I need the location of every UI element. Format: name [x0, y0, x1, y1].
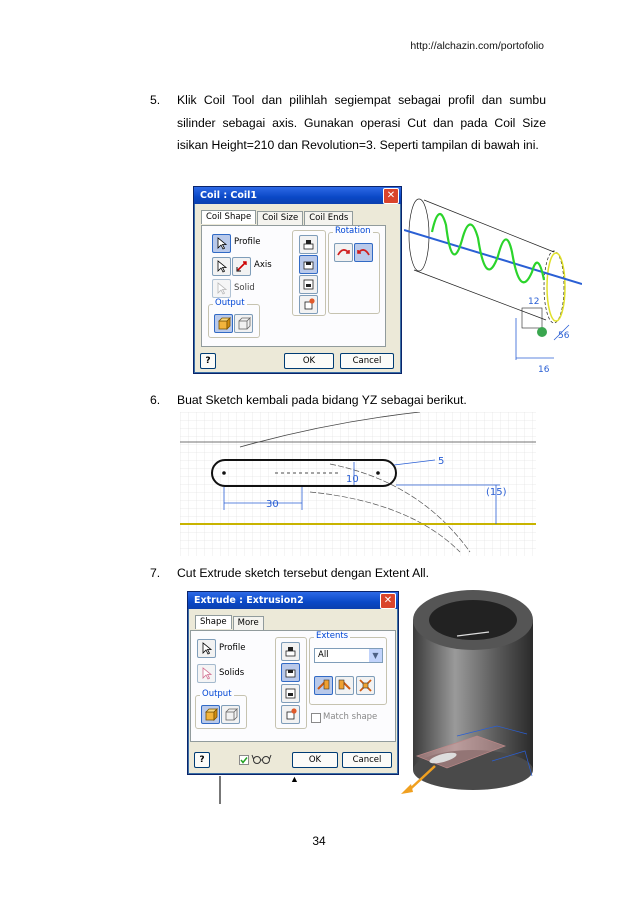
output-group [208, 298, 260, 338]
sketch-dim-5: 5 [438, 456, 445, 467]
extrude-dialog [187, 591, 399, 775]
cut-icon [282, 664, 299, 681]
coil-dim-12: 12 [528, 297, 540, 307]
join-icon [282, 643, 299, 660]
solids-select-button[interactable] [197, 664, 216, 683]
rotate-counterclockwise-icon [355, 244, 372, 261]
intersect-button[interactable] [299, 275, 318, 294]
close-button[interactable]: ✕ [380, 593, 396, 609]
sketch-dim-30: 30 [266, 499, 279, 510]
chevron-down-icon: ▼ [369, 649, 382, 662]
output-solid-button[interactable] [214, 314, 233, 333]
cursor-arrow-icon [213, 280, 230, 297]
output-group-title: Output [215, 298, 245, 308]
coil-dim-56: 56 [558, 331, 570, 341]
rotate-clockwise-icon [335, 244, 352, 261]
step-text: Cut Extrude sketch tersebut dengan Extent All. [177, 566, 430, 580]
cursor-arrow-icon [198, 640, 215, 657]
page-number: 34 [312, 834, 326, 848]
join-button[interactable] [281, 642, 300, 661]
join-button[interactable] [299, 235, 318, 254]
output-surface-button[interactable] [221, 705, 240, 724]
profile-label: Profile [219, 643, 246, 653]
step-text: Klik Coil Tool dan pilihlah segiempat sebagai profil dan sumbu silinder sebagai axis. Gunakan operasi Cut dan pada Coil Size isikan Height=210 dan Revolution=3. Seperti tampilan di bawah ini. [177, 93, 546, 152]
step-text: Buat Sketch kembali pada bidang YZ sebagai berikut. [177, 393, 467, 407]
extents-group [309, 631, 387, 705]
cut-icon [300, 256, 317, 273]
solids-label: Solids [219, 668, 245, 678]
axis-select-button[interactable] [212, 257, 231, 276]
dialog-titlebar [188, 592, 398, 609]
tab-coil-shape[interactable]: Coil Shape [201, 210, 256, 224]
surface-cube-icon [222, 706, 239, 723]
new-solid-icon [300, 296, 317, 313]
cursor-arrow-icon [198, 665, 215, 682]
tab-coil-ends[interactable]: Coil Ends [304, 211, 353, 225]
coil-preview-graphic [404, 180, 582, 376]
extents-value: All [318, 650, 329, 660]
coil-dialog [193, 186, 402, 374]
step-6 [150, 389, 546, 412]
rotation-group [328, 226, 380, 314]
intersect-button[interactable] [281, 684, 300, 703]
checkmark-icon [240, 756, 248, 764]
tab-bar [195, 616, 265, 630]
header-url: http://alchazin.com/portofolio [410, 40, 544, 52]
intersect-icon [282, 685, 299, 702]
direction-1-button[interactable] [314, 676, 333, 695]
step-number: 5. [150, 93, 161, 107]
match-shape-checkbox[interactable] [311, 713, 321, 723]
new-solid-button[interactable] [281, 705, 300, 724]
preview-glasses-icon [251, 752, 273, 766]
tab-shape[interactable]: Shape [195, 615, 232, 629]
guide-line [219, 776, 221, 804]
tab-more[interactable]: More [233, 616, 264, 630]
step-number: 7. [150, 566, 161, 580]
help-button[interactable]: ? [194, 752, 210, 768]
rotation-group-title: Rotation [335, 226, 371, 236]
new-solid-button[interactable] [299, 295, 318, 314]
extents-group-title: Extents [316, 631, 349, 641]
solid-select-button[interactable] [212, 279, 231, 298]
symmetric-icon [357, 677, 374, 694]
dialog-title: Coil : Coil1 [200, 190, 258, 201]
dialog-title: Extrude : Extrusion2 [194, 595, 304, 606]
tab-panel [190, 630, 396, 742]
direction-icon [315, 677, 332, 694]
preview-checkbox[interactable] [239, 755, 249, 765]
surface-cube-icon [235, 315, 252, 332]
solid-cube-icon [215, 315, 232, 332]
operation-group [275, 637, 307, 729]
output-surface-button[interactable] [234, 314, 253, 333]
solid-cube-icon [202, 706, 219, 723]
extrude-preview-graphic [397, 586, 535, 796]
profile-select-button[interactable] [212, 234, 231, 253]
profile-select-button[interactable] [197, 639, 216, 658]
intersect-icon [300, 276, 317, 293]
cursor-arrow-icon [213, 235, 230, 252]
output-group [195, 689, 247, 729]
expand-arrow-icon[interactable]: ▲ [290, 774, 299, 784]
axis-label: Axis [254, 260, 272, 270]
direction-icon [336, 677, 353, 694]
help-button[interactable]: ? [200, 353, 216, 369]
step-7 [150, 562, 546, 585]
sketch-graphic [180, 412, 536, 556]
cancel-button[interactable]: Cancel [340, 353, 394, 369]
operation-group [292, 230, 326, 316]
step-5 [150, 89, 546, 157]
close-button[interactable]: ✕ [383, 188, 399, 204]
tab-bar [201, 211, 354, 225]
cursor-arrow-icon [213, 258, 230, 275]
extents-dropdown[interactable] [314, 648, 383, 663]
solid-label: Solid [234, 283, 255, 293]
new-solid-icon [282, 706, 299, 723]
symmetric-button[interactable] [356, 676, 375, 695]
cut-button[interactable] [299, 255, 318, 274]
cut-button[interactable] [281, 663, 300, 682]
sketch-dim-15: (15) [486, 487, 507, 498]
dialog-titlebar [194, 187, 401, 204]
direction-2-button[interactable] [335, 676, 354, 695]
ok-button[interactable]: OK [284, 353, 334, 369]
tab-panel [201, 225, 386, 347]
axis-flip-button[interactable] [232, 257, 251, 276]
tab-coil-size[interactable]: Coil Size [257, 211, 303, 225]
join-icon [300, 236, 317, 253]
ok-button[interactable]: OK [292, 752, 338, 768]
step-number: 6. [150, 393, 161, 407]
flip-axis-icon [233, 258, 250, 275]
cancel-button[interactable]: Cancel [342, 752, 392, 768]
profile-label: Profile [234, 237, 261, 247]
rotation-clockwise-button[interactable] [334, 243, 353, 262]
output-group-title: Output [202, 689, 232, 699]
match-shape-label: Match shape [323, 712, 378, 722]
output-solid-button[interactable] [201, 705, 220, 724]
rotation-counterclockwise-button[interactable] [354, 243, 373, 262]
coil-dim-16: 16 [538, 365, 550, 375]
sketch-dim-10: 10 [346, 474, 359, 485]
